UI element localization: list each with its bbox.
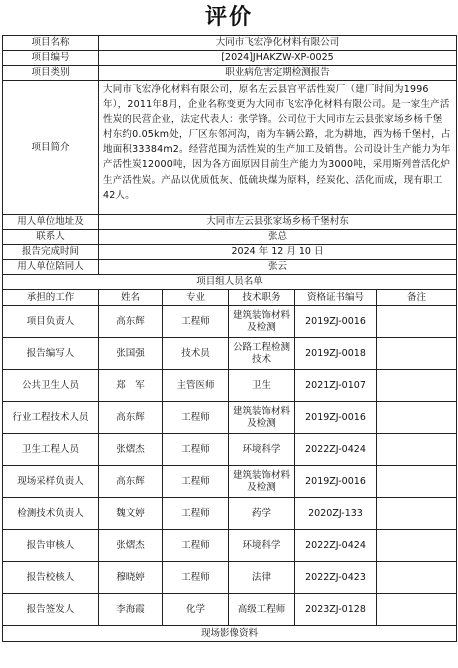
team-cell-cert: 2020ZJ-133 [295,498,377,530]
team-cell-role: 报告审核人 [3,530,99,562]
team-cell-name: 高东辉 [99,306,163,338]
team-cell-note [377,402,457,434]
team-cell-major: 工程师 [163,562,229,594]
header-note: 备注 [377,290,457,306]
address-row [3,215,457,230]
team-cell-name: 李海霞 [99,594,163,626]
team-cell-name: 张熠杰 [99,530,163,562]
team-cell-title: 建筑装饰材料及检测 [229,466,295,498]
team-cell-name: 张国强 [99,338,163,370]
photos-label: 现场影像资料 [3,626,457,642]
team-cell-role: 报告签发人 [3,594,99,626]
team-cell-note [377,434,457,466]
contact-label: 联系人 [3,230,99,245]
header-cert: 资格证书编号 [295,290,377,306]
team-cell-cert: 2019ZJ-0016 [295,466,377,498]
team-row [3,370,457,402]
team-cell-role: 卫生工程人员 [3,434,99,466]
project-intro-row [3,81,457,215]
project-name-label: 项目名称 [3,36,99,51]
team-cell-title: 卫生 [229,370,295,402]
team-cell-cert: 2022ZJ-0423 [295,562,377,594]
team-cell-name: 穆晓婷 [99,562,163,594]
team-cell-note [377,306,457,338]
team-row [3,466,457,498]
team-cell-role: 项目负责人 [3,306,99,338]
project-category-value: 职业病危害定期检测报告 [99,66,457,81]
evaluation-table [2,35,457,642]
team-cell-cert: 2023ZJ-0128 [295,594,377,626]
team-cell-major: 工程师 [163,306,229,338]
team-cell-major: 工程师 [163,402,229,434]
escort-value: 张云 [99,260,457,275]
team-cell-major: 主管医师 [163,370,229,402]
team-cell-title: 法律 [229,562,295,594]
team-cell-major: 工程师 [163,530,229,562]
team-cell-title: 环境科学 [229,530,295,562]
team-cell-major: 工程师 [163,434,229,466]
escort-row [3,260,457,275]
team-cell-note [377,530,457,562]
team-row [3,530,457,562]
team-cell-note [377,594,457,626]
team-cell-title: 公路工程检测技术 [229,338,295,370]
team-cell-note [377,498,457,530]
team-cell-cert: 2022ZJ-0424 [295,434,377,466]
header-role: 承担的工作 [3,290,99,306]
date-row [3,245,457,260]
team-cell-role: 检测技术负责人 [3,498,99,530]
project-name-value: 大同市飞宏净化材料有限公司 [99,36,457,51]
team-cell-major: 技术员 [163,338,229,370]
team-cell-name: 高东辉 [99,466,163,498]
header-major: 专业 [163,290,229,306]
team-cell-name: 郑 军 [99,370,163,402]
team-cell-major: 工程师 [163,466,229,498]
team-cell-note [377,562,457,594]
date-label: 报告完成时间 [3,245,99,260]
project-code-value: [2024]JHAKZW-XP-0025 [99,51,457,66]
header-title: 技术职务 [229,290,295,306]
photos-row [3,626,457,642]
team-section-title: 项目组人员名单 [3,275,457,290]
team-header-row [3,290,457,306]
project-category-row [3,66,457,81]
team-cell-name: 张熠杰 [99,434,163,466]
team-cell-note [377,466,457,498]
address-value: 大同市左云县张家场乡杨千堡村东 [99,215,457,230]
project-category-label: 项目类别 [3,66,99,81]
team-row [3,498,457,530]
team-row [3,562,457,594]
team-cell-name: 魏文婷 [99,498,163,530]
escort-label: 用人单位陪同人 [3,260,99,275]
team-cell-role: 报告校核人 [3,562,99,594]
team-row [3,338,457,370]
team-cell-cert: 2021ZJ-0107 [295,370,377,402]
team-cell-cert: 2022ZJ-0424 [295,530,377,562]
team-cell-role: 行业工程技术人员 [3,402,99,434]
project-intro-label: 项目简介 [3,81,99,215]
team-cell-title: 药学 [229,498,295,530]
team-cell-note [377,338,457,370]
team-cell-cert: 2019ZJ-0018 [295,338,377,370]
team-cell-note [377,370,457,402]
team-cell-major: 工程师 [163,498,229,530]
team-cell-title: 高级工程师 [229,594,295,626]
address-label: 用人单位地址及 [3,215,99,230]
page-title: 评价 [204,4,253,30]
team-cell-name: 高东辉 [99,402,163,434]
project-intro-value: 大同市飞宏净化材料有限公司，原名左云县宫平活性炭厂（建厂时间为1996年），2011年8月，企业名称变更为大同市飞宏净化材料有限公司。是一家生产活性炭的民营企业，法定代表人：张学锋。公司位于大同市左云县张家场乡杨千堡村东约0.05km处，厂区东邻河沟，南为车辆公路，北为耕地，西为杨千堡村，占地面积33384m2。经营范围为活性炭的生产加工及销售。公司设计生产能力为年产活性炭12000吨，因为各方面原因目前生产能力为3000吨，采用斯列普活化炉生产活性炭。产品以优质低灰、低硫块煤为原料，经炭化、活化而成，现有职工42人。 [99,81,457,215]
team-cell-major: 化学 [163,594,229,626]
team-cell-title: 建筑装饰材料及检测 [229,306,295,338]
team-cell-role: 公共卫生人员 [3,370,99,402]
team-row [3,594,457,626]
team-cell-cert: 2019ZJ-0016 [295,306,377,338]
team-cell-title: 建筑装饰材料及检测 [229,402,295,434]
team-cell-cert: 2019ZJ-0016 [295,402,377,434]
project-code-row [3,51,457,66]
team-cell-title: 环境科学 [229,434,295,466]
contact-value: 张总 [99,230,457,245]
header-name: 姓名 [99,290,163,306]
project-name-row [3,36,457,51]
contact-row [3,230,457,245]
team-row [3,434,457,466]
team-cell-role: 报告编写人 [3,338,99,370]
team-row [3,402,457,434]
date-value: 2024 年 12 月 10 日 [99,245,457,260]
team-row [3,306,457,338]
team-cell-role: 现场采样负责人 [3,466,99,498]
team-section-row [3,275,457,290]
project-code-label: 项目编号 [3,51,99,66]
